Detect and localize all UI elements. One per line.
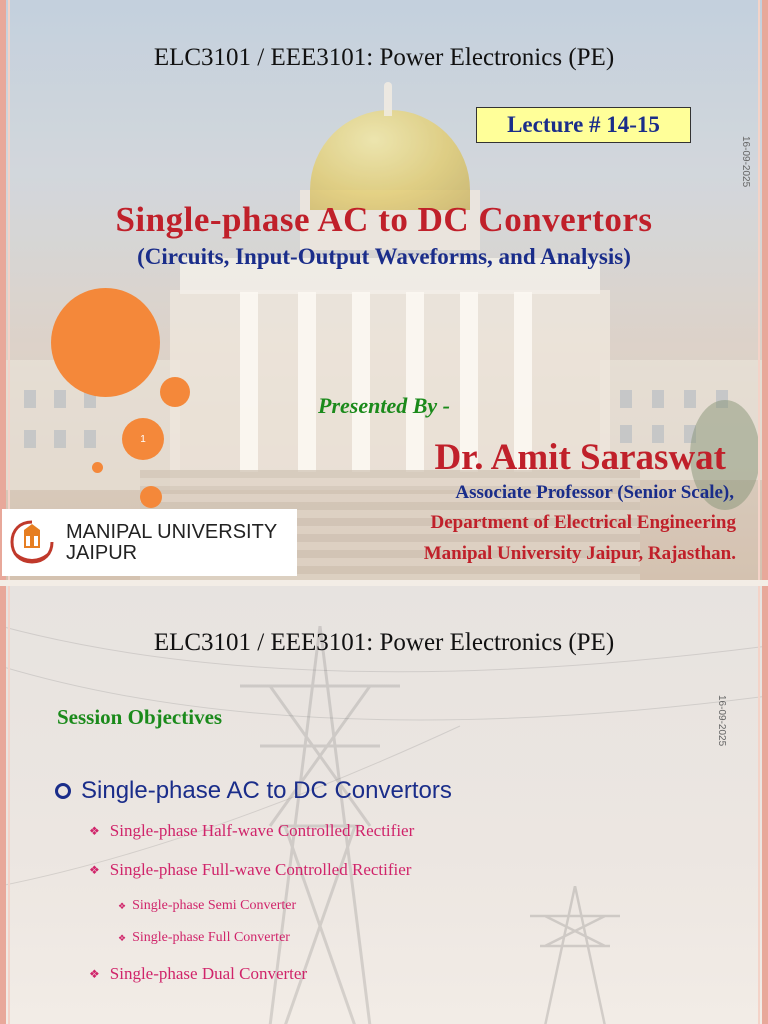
objective-sub-item xyxy=(89,821,414,841)
course-title: ELC3101 / EEE3101: Power Electronics (PE) xyxy=(153,629,615,656)
ring-bullet-icon xyxy=(55,783,71,799)
objective-subsub-text: Single-phase Full Converter xyxy=(132,930,290,945)
decor-circle-large xyxy=(51,288,160,397)
objective-subsub-text: Single-phase Semi Converter xyxy=(132,898,297,913)
diamond-bullet-icon: ❖ xyxy=(89,862,100,877)
left-border-inner xyxy=(8,0,10,580)
objective-main-bullet xyxy=(55,777,452,805)
lecture-number-box: Lecture # 14-15 xyxy=(476,107,691,143)
presented-by-label: Presented By - xyxy=(318,393,450,418)
presenter-department: Department of Electrical Engineering xyxy=(430,512,736,533)
objective-main-text: Single-phase AC to DC Convertors xyxy=(81,777,452,804)
decor-circle-medium xyxy=(160,377,190,407)
section-title: Session Objectives xyxy=(57,705,223,729)
objective-sub-text: Single-phase Full-wave Controlled Rectifier xyxy=(109,860,412,879)
left-border xyxy=(0,0,6,580)
logo-text-line1: MANIPAL UNIVERSITY xyxy=(66,520,278,543)
university-emblem-icon xyxy=(6,516,58,570)
diamond-bullet-icon: ❖ xyxy=(89,823,100,838)
decor-circle-small xyxy=(92,462,103,473)
diamond-bullet-icon: ❖ xyxy=(89,966,100,981)
presenter-designation: Associate Professor (Senior Scale), xyxy=(455,482,734,503)
objective-subsub-item xyxy=(118,898,296,914)
slide-number-badge: 1 xyxy=(122,418,164,460)
presentation-subtitle: (Circuits, Input-Output Waveforms, and Analysis) xyxy=(137,244,631,269)
presenter-name: Dr. Amit Saraswat xyxy=(434,437,726,478)
diamond-bullet-icon: ❖ xyxy=(118,932,127,943)
objective-sub-text: Single-phase Dual Converter xyxy=(109,964,308,983)
objective-subsub-item xyxy=(118,930,290,946)
slide-date: 16-09-2025 xyxy=(716,695,727,747)
logo-text-line2: JAIPUR xyxy=(66,541,138,564)
course-title: ELC3101 / EEE3101: Power Electronics (PE) xyxy=(153,44,615,71)
slide-date: 16-09-2025 xyxy=(740,136,751,188)
right-border-inner xyxy=(758,0,760,580)
diamond-bullet-icon: ❖ xyxy=(118,900,127,911)
university-logo xyxy=(2,509,297,576)
right-border xyxy=(762,0,768,580)
objective-sub-item xyxy=(89,964,307,984)
presenter-university: Manipal University Jaipur, Rajasthan. xyxy=(423,543,736,564)
objective-sub-text: Single-phase Half-wave Controlled Rectifier xyxy=(109,821,415,840)
presentation-title: Single-phase AC to DC Convertors xyxy=(115,200,653,239)
objectives-slide xyxy=(0,586,768,1024)
objective-sub-item xyxy=(89,860,411,880)
decor-circle-medium-2 xyxy=(140,486,162,508)
